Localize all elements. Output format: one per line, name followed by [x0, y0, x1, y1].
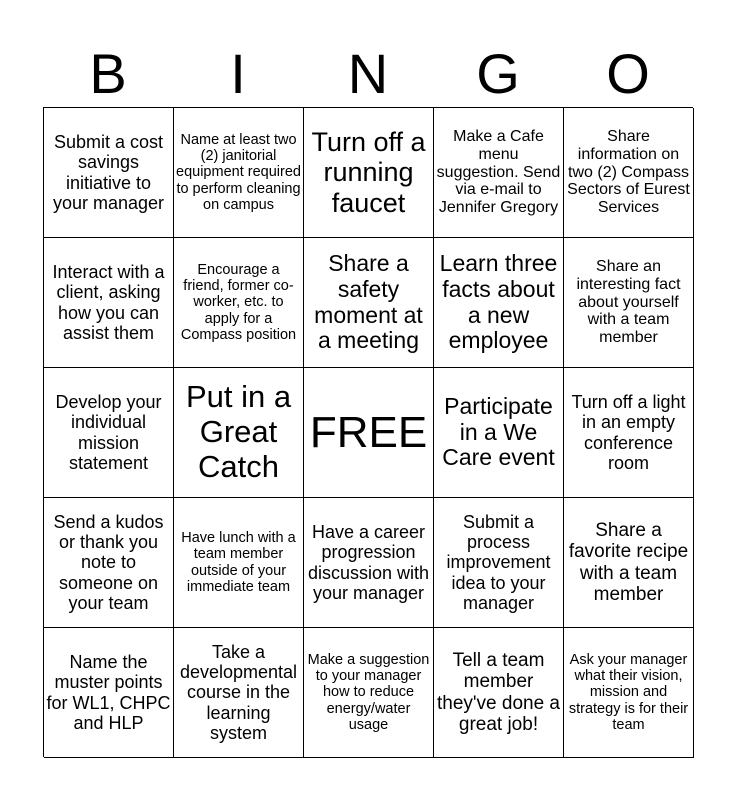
- cell-text: Participate in a We Care event: [442, 392, 555, 471]
- bingo-cell-b4[interactable]: [44, 498, 174, 628]
- bingo-cell-g4[interactable]: [434, 498, 564, 628]
- cell-text: Turn off a running faucet: [311, 127, 426, 218]
- bingo-cell-g3[interactable]: [434, 368, 564, 498]
- cell-text: FREE: [309, 407, 428, 457]
- free-space-cell[interactable]: [304, 368, 434, 498]
- cell-text: Make a Cafe menu suggestion. Send via e-mail to Jennifer Gregory: [436, 127, 561, 217]
- cell-text: Develop your individual mission statement: [55, 392, 162, 473]
- cell-text: Put in a Great Catch: [185, 379, 292, 484]
- cell-text: Share a safety moment at a meeting: [314, 250, 423, 354]
- bingo-cell-n1[interactable]: [304, 108, 434, 238]
- cell-text: Turn off a light in an empty conference room: [571, 392, 686, 473]
- bingo-cell-b3[interactable]: [44, 368, 174, 498]
- bingo-cell-o1[interactable]: [564, 108, 694, 238]
- cell-text: Encourage a friend, former co-worker, etc. to apply for a Compass position: [180, 261, 297, 343]
- cell-text: Tell a team member they've done a great job!: [437, 649, 560, 735]
- bingo-cell-g5[interactable]: [434, 628, 564, 758]
- bingo-header: [43, 44, 693, 104]
- bingo-cell-g2[interactable]: [434, 238, 564, 368]
- cell-text: Make a suggestion to your manager how to reduce energy/water usage: [307, 651, 430, 733]
- header-letter-o: O: [606, 42, 650, 105]
- bingo-cell-o2[interactable]: [564, 238, 694, 368]
- cell-text: Share a favorite recipe with a team member: [568, 519, 689, 605]
- cell-text: Share an interesting fact about yourself with a team member: [576, 257, 681, 347]
- bingo-cell-n2[interactable]: [304, 238, 434, 368]
- cell-text: Have a career progression discussion with your manager: [307, 522, 430, 603]
- bingo-cell-i1[interactable]: [174, 108, 304, 238]
- header-letter-n: N: [347, 42, 389, 105]
- header-letter-g: G: [476, 42, 520, 105]
- cell-text: Have lunch with a team member outside of your immediate team: [181, 530, 296, 595]
- header-letter-i: I: [230, 42, 246, 105]
- cell-text: Name the muster points for WL1, CHPC and HLP: [46, 652, 171, 733]
- bingo-cell-g1[interactable]: [434, 108, 564, 238]
- bingo-cell-i2[interactable]: [174, 238, 304, 368]
- cell-text: Send a kudos or thank you note to someone on your team: [53, 512, 164, 613]
- bingo-cell-b5[interactable]: [44, 628, 174, 758]
- bingo-cell-i5[interactable]: [174, 628, 304, 758]
- bingo-cell-i4[interactable]: [174, 498, 304, 628]
- bingo-card-grid: [43, 107, 693, 757]
- bingo-cell-o5[interactable]: [564, 628, 694, 758]
- bingo-cell-i3[interactable]: [174, 368, 304, 498]
- bingo-cell-n4[interactable]: [304, 498, 434, 628]
- bingo-cell-o3[interactable]: [564, 368, 694, 498]
- cell-text: Name at least two (2) janitorial equipment required to perform cleaning on campus: [176, 131, 301, 213]
- cell-text: Submit a process improvement idea to your manager: [446, 512, 551, 613]
- cell-text: Submit a cost savings initiative to your manager: [52, 132, 165, 213]
- cell-text: Learn three facts about a new employee: [439, 250, 558, 354]
- bingo-cell-b2[interactable]: [44, 238, 174, 368]
- cell-text: Take a developmental course in the learning system: [179, 642, 298, 743]
- bingo-cell-o4[interactable]: [564, 498, 694, 628]
- header-letter-b: B: [89, 42, 127, 105]
- bingo-cell-n5[interactable]: [304, 628, 434, 758]
- cell-text: Share information on two (2) Compass Sectors of Eurest Services: [567, 127, 690, 217]
- bingo-cell-b1[interactable]: [44, 108, 174, 238]
- cell-text: Ask your manager what their vision, mission and strategy is for their team: [568, 651, 689, 733]
- cell-text: Interact with a client, asking how you can assist them: [52, 262, 165, 343]
